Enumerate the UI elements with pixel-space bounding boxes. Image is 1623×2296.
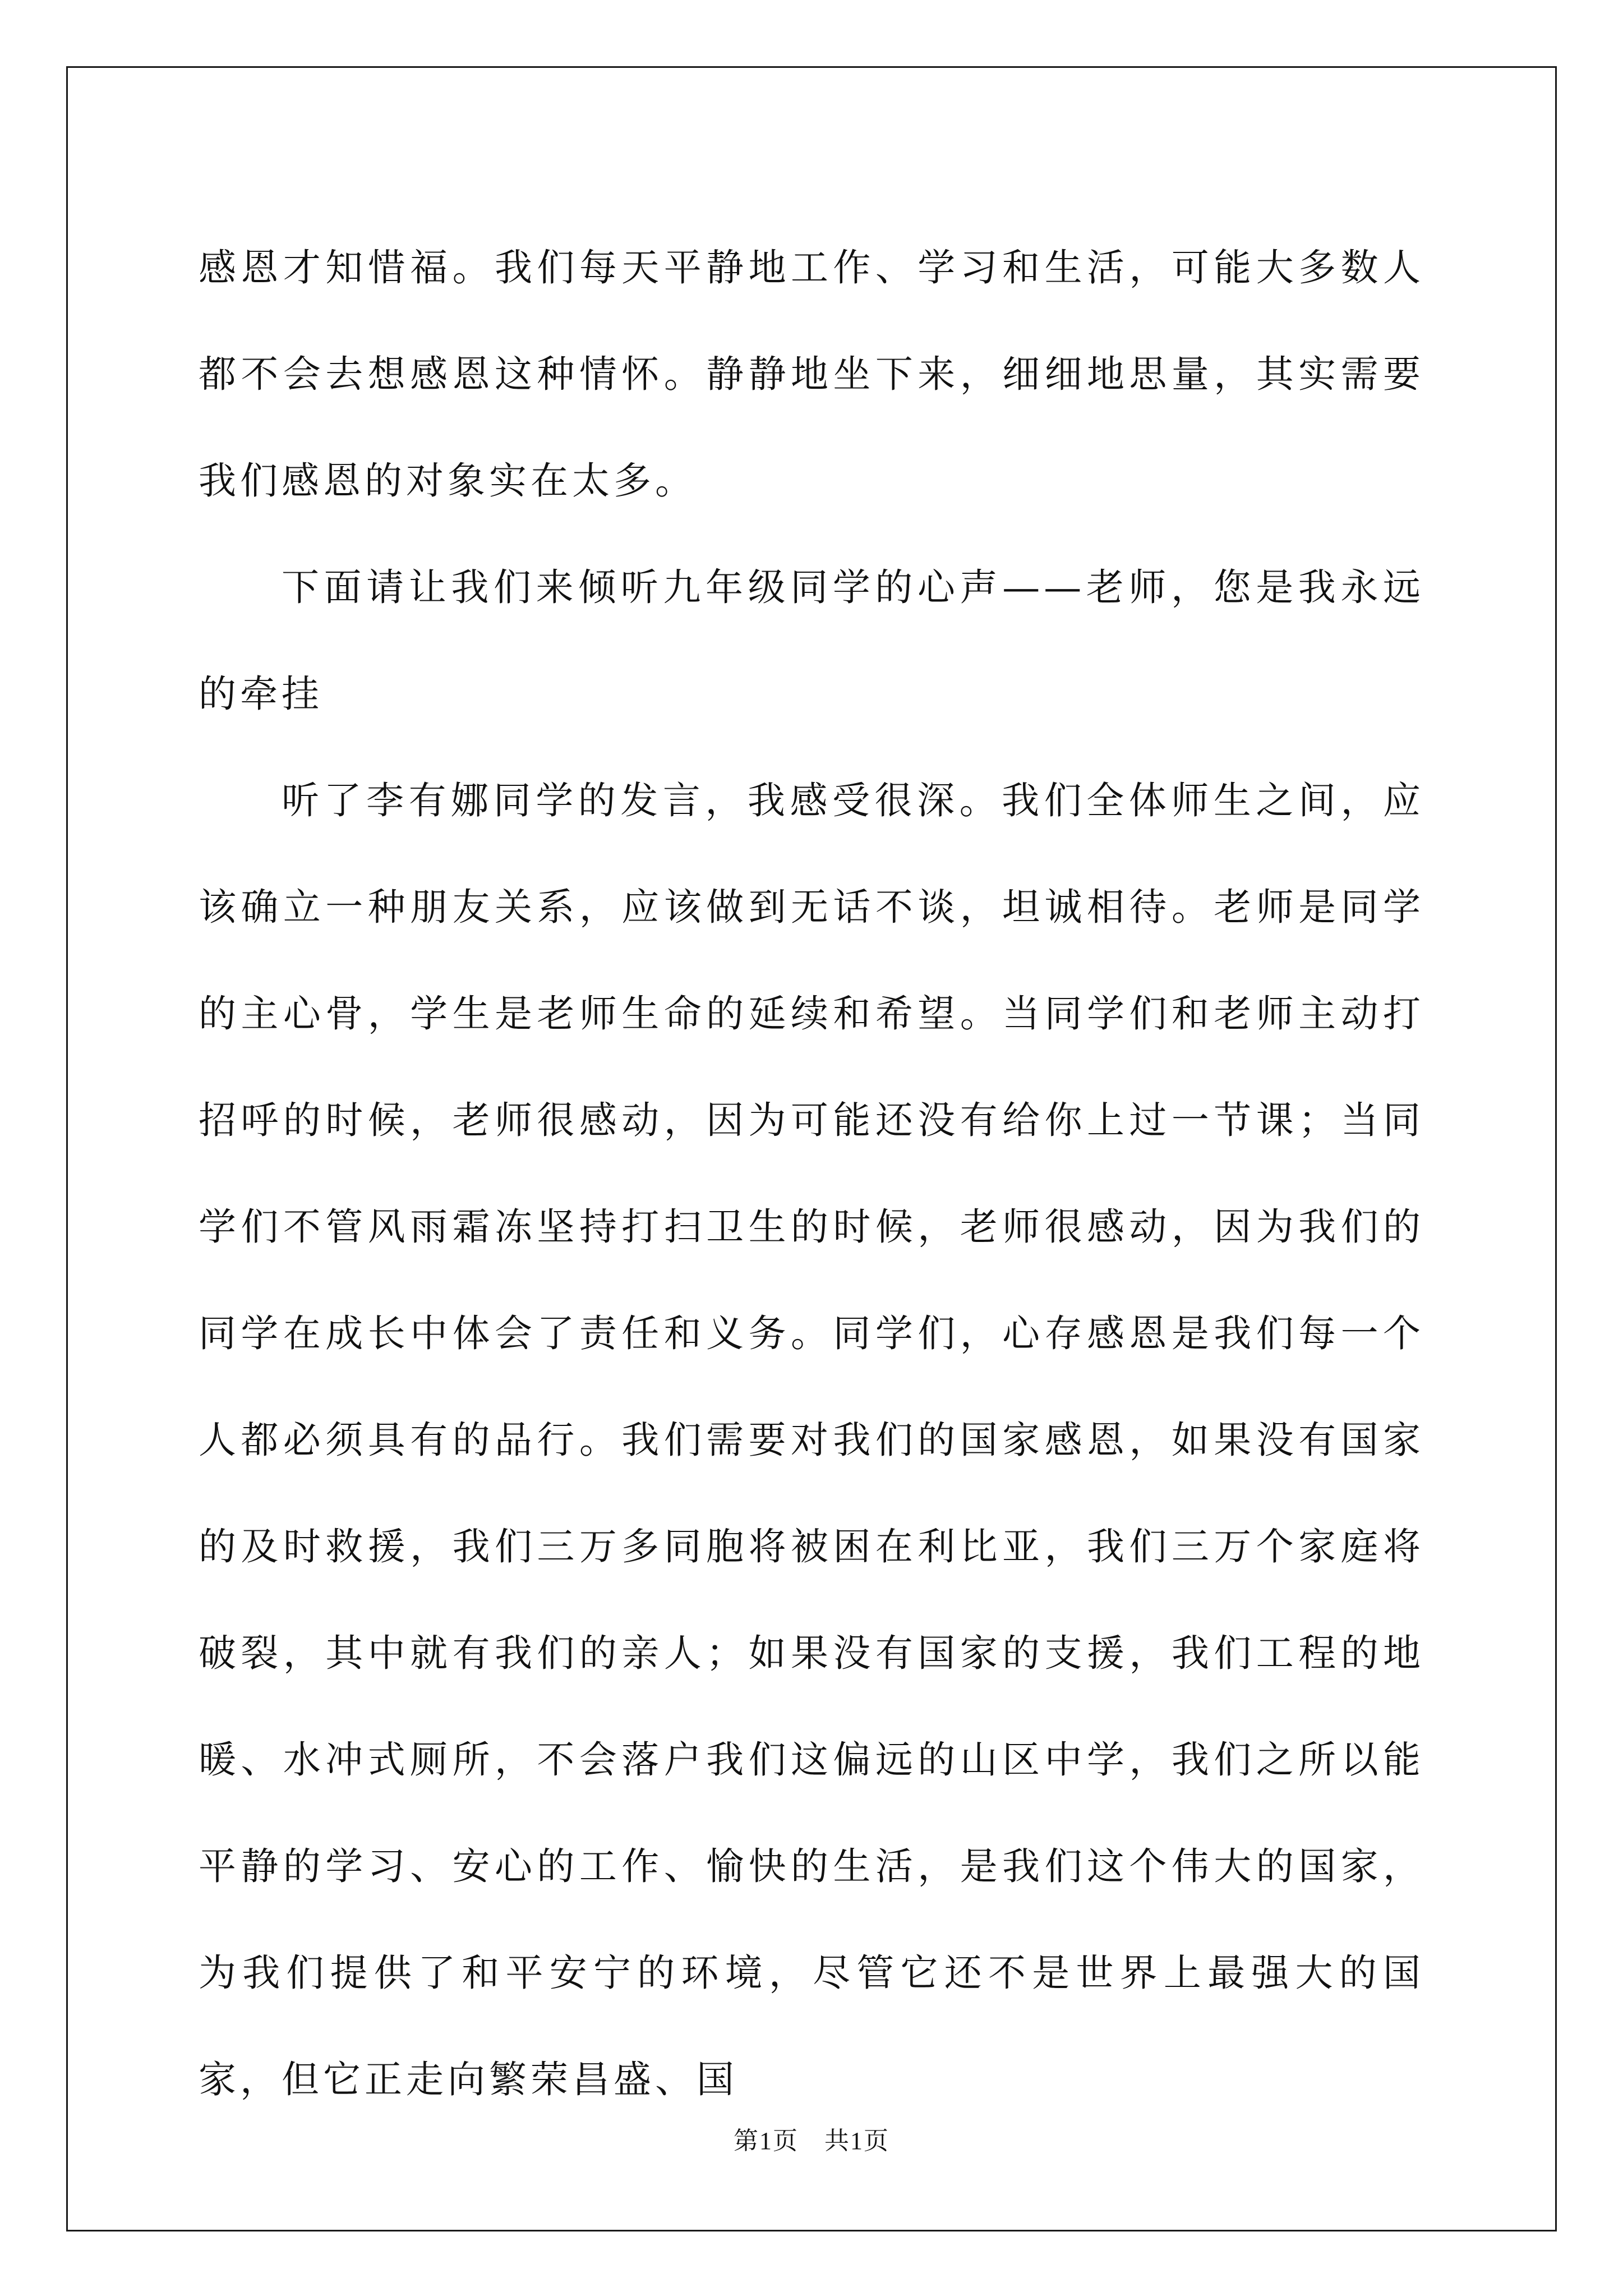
paragraph-3: 听了李有娜同学的发言，我感受很深。我们全体师生之间，应该确立一种朋友关系，应该做到无话不谈，坦诚相待。老师是同学的主心骨，学生是老师生命的延续和希望。当同学们和老师主动打招呼的时候，老师很感动，因为可能还没有给你上过一节课；当同学们不管风雨霜冻坚持打扫卫生的时候，老师很感动，因为我们的同学在成长中体会了责任和义务。同学们，心存感恩是我们每一个人都必须具有的品行。我们需要对我们的国家感恩，如果没有国家的及时救援，我们三万多同胞将被困在利比亚，我们三万个家庭将破裂，其中就有我们的亲人；如果没有国家的支援，我们工程的地暖、水冲式厕所，不会落户我们这偏远的山区中学，我们之所以能平静的学习、安心的工作、愉快的生活，是我们这个伟大的国家，为我们提供了和平安宁的环境，尽管它还不是世界上最强大的国家，但它正走向繁荣昌盛、国 (199, 779, 1424, 2101)
page-footer: 第1页 共1页 (734, 2127, 889, 2155)
paragraph-1: 感恩才知惜福。我们每天平静地工作、学习和生活，可能大多数人都不会去想感恩这种情怀。静静地坐下来，细细地思量，其实需要我们感恩的对象实在太多。 (199, 246, 1424, 503)
paragraph-2: 下面请让我们来倾听九年级同学的心声——老师，您是我永远的牵挂 (199, 565, 1424, 716)
document-body (199, 214, 1424, 2133)
